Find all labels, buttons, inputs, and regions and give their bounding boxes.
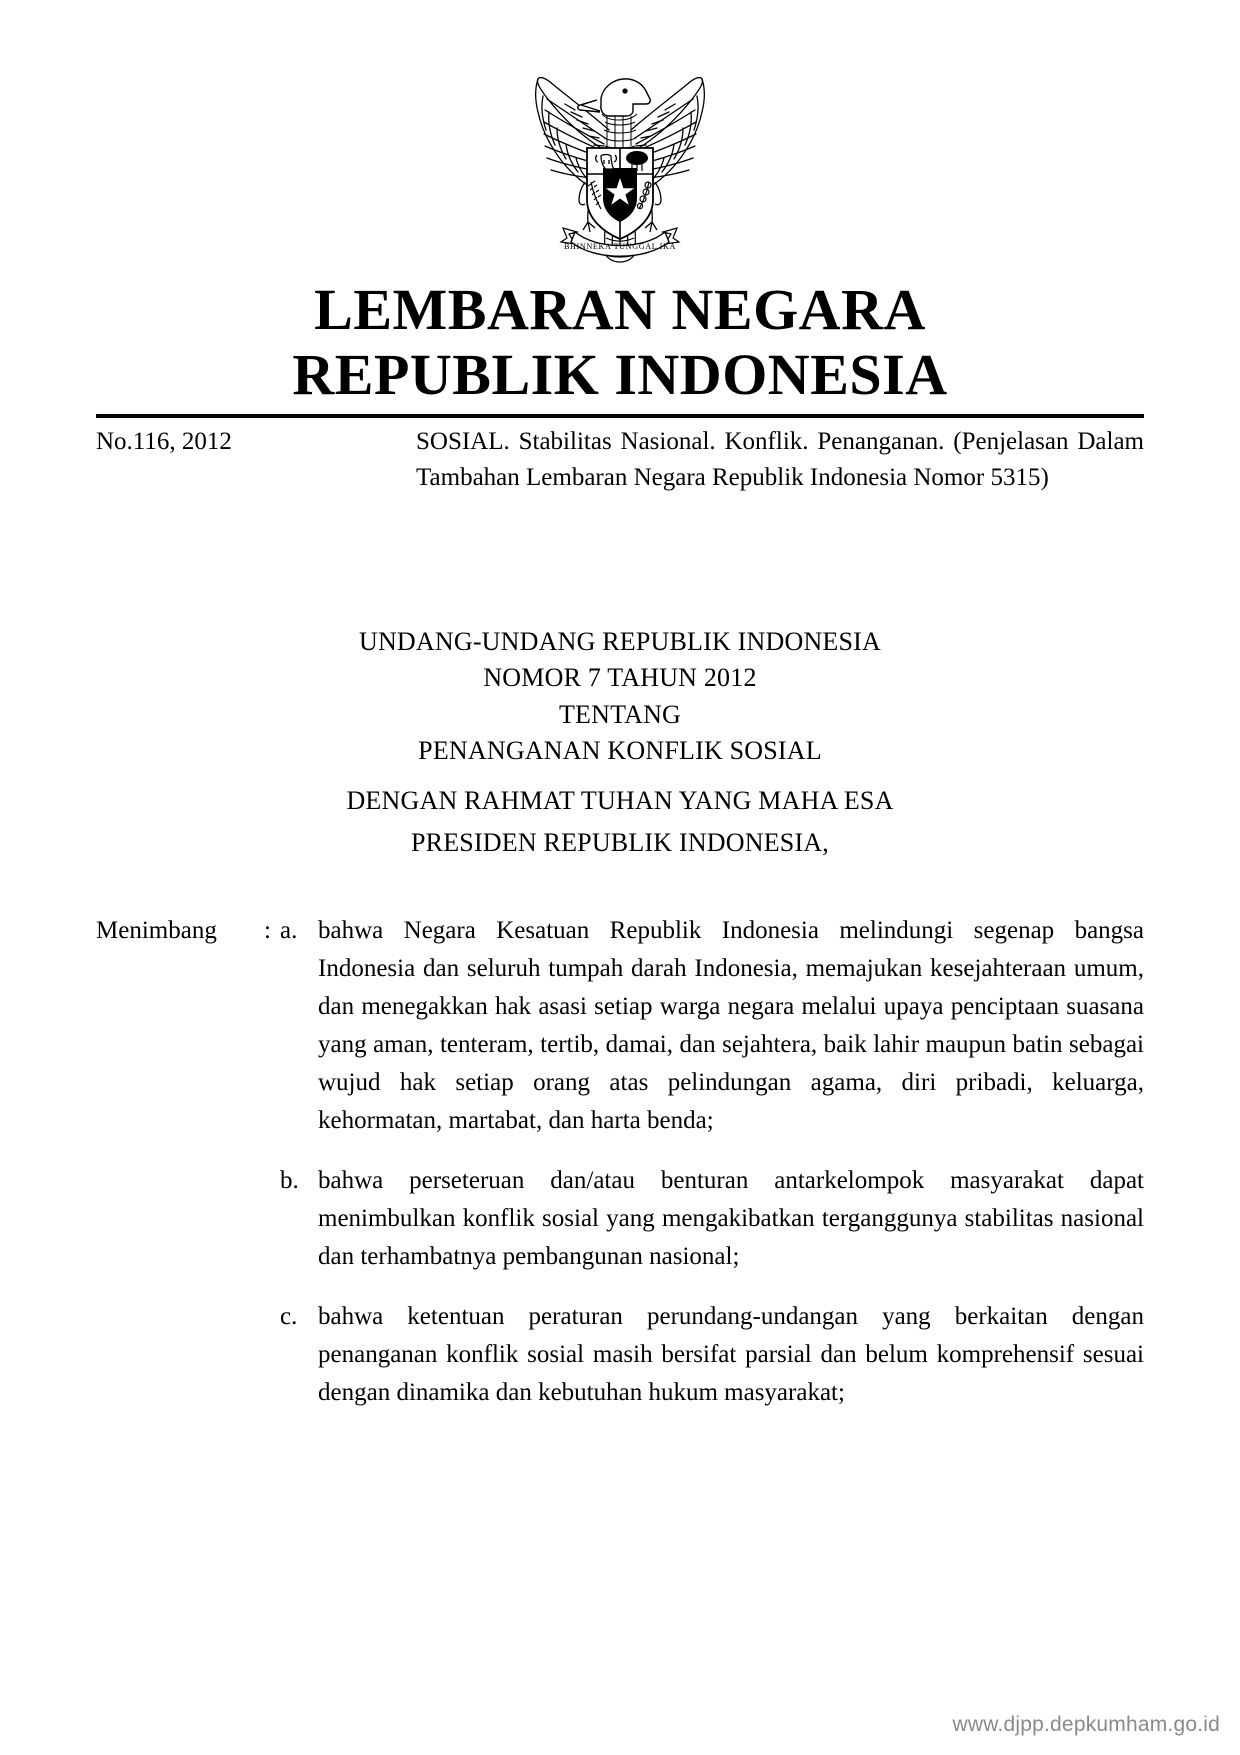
considerations-label: Menimbang — [96, 917, 217, 944]
masthead-line-2: REPUBLIK INDONESIA — [292, 341, 948, 407]
header-meta-row — [96, 424, 1144, 497]
gazette-number: No.116, 2012 — [96, 428, 232, 455]
masthead-divider — [96, 414, 1144, 418]
emblem-container — [0, 52, 1240, 272]
masthead — [95, 278, 1145, 408]
emblem-motto-text: BHINNEKA TUNGGAL IKA — [563, 242, 677, 251]
consideration-text-b: bahwa perseteruan dan/atau benturan antarkelompok masyarakat dapat menimbulkan konflik sosial yang mengakibatkan terganggunya stabilitas nasional dan terhambatnya pembangunan nasional; — [318, 1167, 1144, 1270]
consideration-text-c: bahwa ketentuan peraturan perundang-undangan yang berkaitan dengan penanganan konflik sosial masih bersifat parsial dan belum komprehensif sesuai dengan dinamika dan kebutuhan hukum masyarakat; — [318, 1303, 1144, 1406]
law-title-block — [96, 624, 1144, 770]
footer-watermark: www.djpp.depkumham.go.id — [952, 1713, 1220, 1736]
consideration-item-b — [96, 1162, 1144, 1276]
masthead-line-1: LEMBARAN NEGARA — [314, 277, 926, 342]
consideration-marker-a: a. — [280, 917, 298, 944]
law-title-line-4: PENANGANAN KONFLIK SOSIAL — [418, 736, 822, 766]
enactment-line-1: DENGAN RAHMAT TUHAN YANG MAHA ESA — [346, 786, 894, 815]
law-title-line-1: UNDANG-UNDANG REPUBLIK INDONESIA — [358, 627, 882, 656]
consideration-item-a — [96, 912, 1144, 1140]
law-title-line-2: NOMOR 7 TAHUN 2012 — [483, 663, 757, 693]
consideration-marker-b: b. — [280, 1167, 299, 1194]
consideration-text-a: bahwa Negara Kesatuan Republik Indonesia melindungi segenap bangsa Indonesia dan seluruh tumpah darah Indonesia, memajukan kesejahteraan umum, dan menegakkan hak asasi setiap warga negara melalui upaya penciptaan suasana yang aman, tenteram, tertib, damai, dan sejahtera, baik lahir maupun batin sebagai wujud hak setiap orang atas pelindungan agama, diri pribadi, keluarga, kehormatan, martabat, dan harta benda; — [318, 917, 1144, 1134]
gazette-subject: SOSIAL. Stabilitas Nasional. Konflik. Penanganan. (Penjelasan Dalam Tambahan Lembaran Negara Republik Indonesia Nomor 5315) — [416, 428, 1144, 492]
considerations-section — [96, 912, 1144, 1434]
enactment-line-2: PRESIDEN REPUBLIK INDONESIA, — [411, 828, 829, 858]
enactment-block — [96, 780, 1144, 864]
law-title-line-3: TENTANG — [558, 699, 682, 729]
considerations-colon: : — [264, 917, 271, 944]
consideration-marker-c: c. — [280, 1303, 298, 1330]
garuda-pancasila-emblem — [505, 52, 735, 267]
consideration-item-c — [96, 1298, 1144, 1412]
